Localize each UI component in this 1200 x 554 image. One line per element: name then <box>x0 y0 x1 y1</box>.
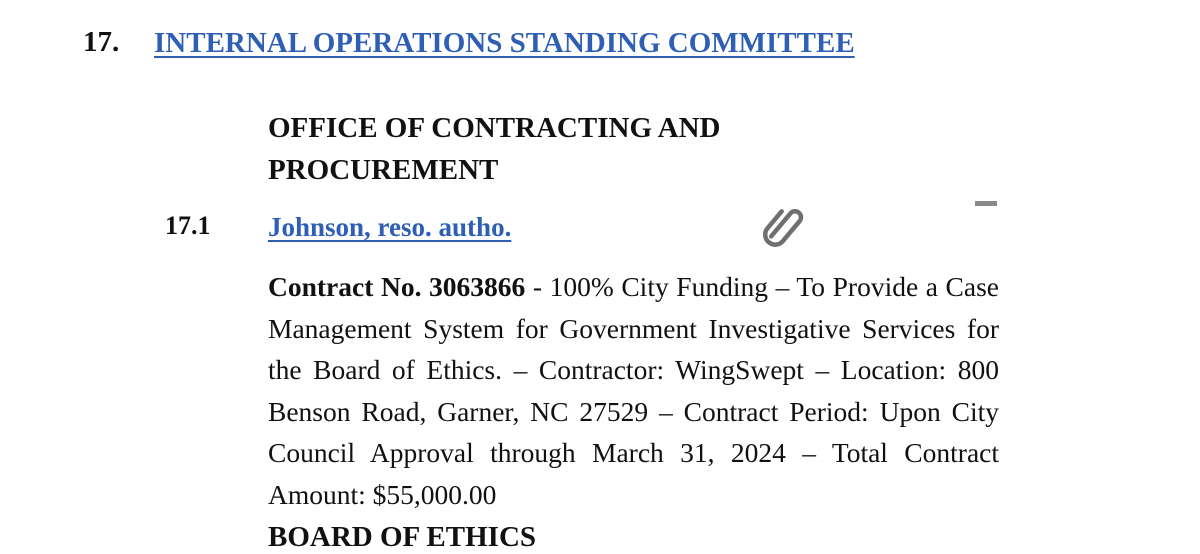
contract-number: Contract No. 3063866 <box>268 271 526 302</box>
corner-marker <box>975 201 997 206</box>
item-title-link[interactable]: Johnson, reso. autho. <box>268 212 512 242</box>
department-heading: OFFICE OF CONTRACTING AND PROCUREMENT <box>268 112 721 186</box>
item-description <box>268 266 999 515</box>
next-department-heading: BOARD OF ETHICS <box>268 521 537 553</box>
item-number: 17.1 <box>165 211 211 240</box>
section-title-link[interactable]: INTERNAL OPERATIONS STANDING COMMITTEE <box>154 27 855 59</box>
paperclip-icon[interactable] <box>758 200 814 256</box>
contract-details: - 100% City Funding – To Provide a Case Management System for Government Investigative Services for the Board of Ethics. – Contractor: WingSwept – Location: 800 Benson Road, Garner, NC 27529 – Contract Period: Upon City Council Approval through March 31, 2024 – Total Contract Amount: $55,000.00 <box>268 271 999 510</box>
section-number: 17. <box>83 26 120 58</box>
